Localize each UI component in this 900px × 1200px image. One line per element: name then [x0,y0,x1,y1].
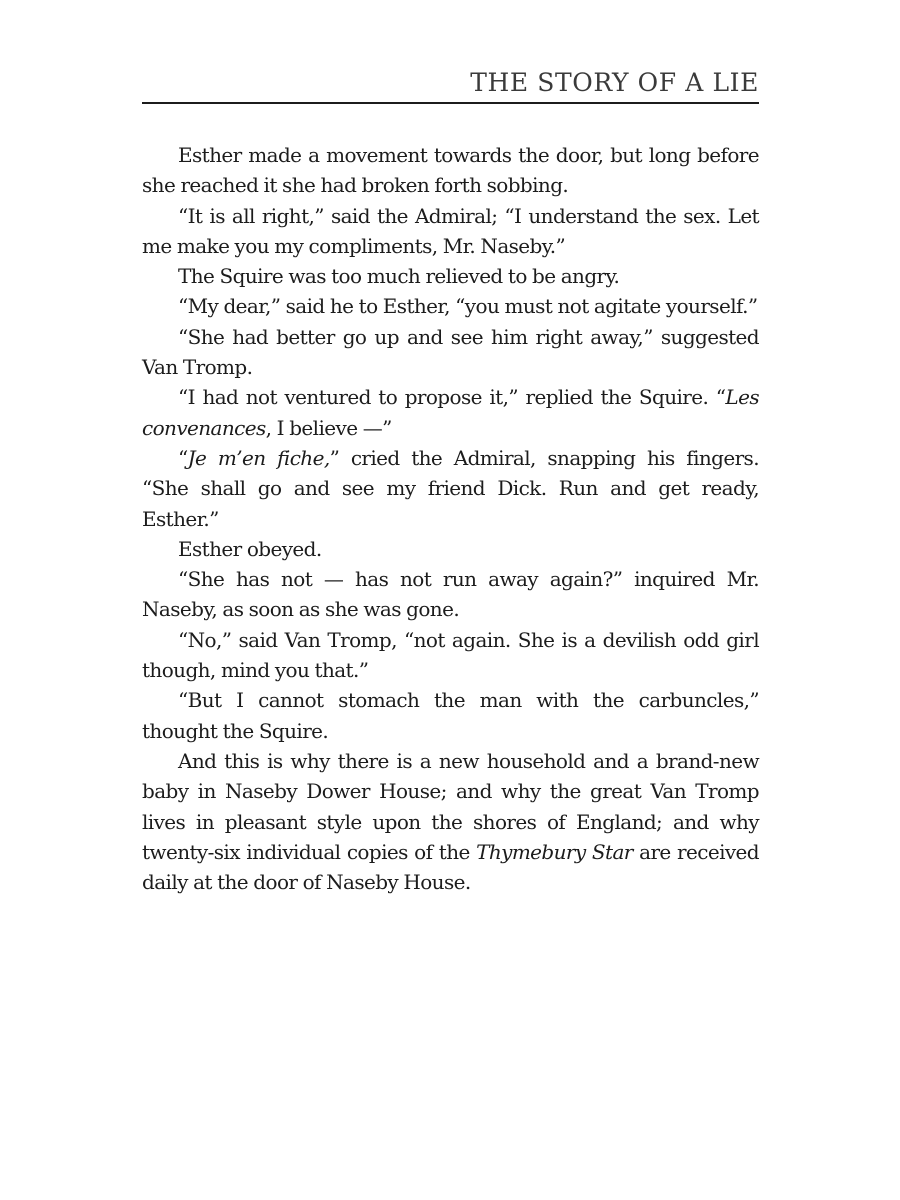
text-run: “ [178,445,188,470]
paragraph [142,382,759,443]
text-run: “My dear,” said he to Esther, “you must not agitate yourself.” [178,294,758,319]
text-run: “I had not ventured to propose it,” replied the Squire. “ [178,385,726,410]
paragraph [142,140,759,201]
body-text [142,140,759,897]
paragraph [142,261,759,291]
text-run: Esther made a movement towards the door, but long before she reached it she had broken forth sobbing. [142,143,759,198]
paragraph [142,564,759,625]
paragraph [142,201,759,262]
running-title: THE STORY OF A LIE [470,68,759,97]
text-run: , I believe —” [265,415,392,440]
paragraph [142,625,759,686]
italic-text-run: Thymebury Star [476,839,633,864]
paragraph [142,685,759,746]
italic-text-run: Les convenances [142,385,759,440]
text-run: And this is why there is a new household and a brand-new baby in Naseby Dower House; and why the great Van Tromp lives in pleasant style upon the shores of England; and why twenty-six individual copies of the [142,748,759,864]
paragraph [142,534,759,564]
running-header [142,64,759,104]
text-run: “She has not — has not run away again?” inquired Mr. Naseby, as soon as she was gone. [142,567,759,622]
text-run: ” cried the Admiral, snapping his fingers. “She shall go and see my friend Dick. Run and get ready, Esther.” [142,445,759,531]
text-run: “She had better go up and see him right away,” suggested Van Tromp. [142,324,759,380]
paragraph [142,291,759,321]
text-run: The Squire was too much relieved to be angry. [178,264,620,289]
italic-text-run: Je m’en fiche, [187,445,330,470]
text-run: “It is all right,” said the Admiral; “I understand the sex. Let me make you my compliments, Mr. Naseby.” [142,203,759,258]
paragraph [142,322,759,383]
text-run: Esther obeyed. [178,536,322,561]
paragraph [142,443,759,534]
paragraph [142,746,759,897]
text-run: are received daily at the door of Naseby House. [142,839,759,895]
text-run: “No,” said Van Tromp, “not again. She is a devilish odd girl though, mind you that.” [142,627,759,683]
text-run: “But I cannot stomach the man with the carbuncles,” thought the Squire. [142,688,759,743]
